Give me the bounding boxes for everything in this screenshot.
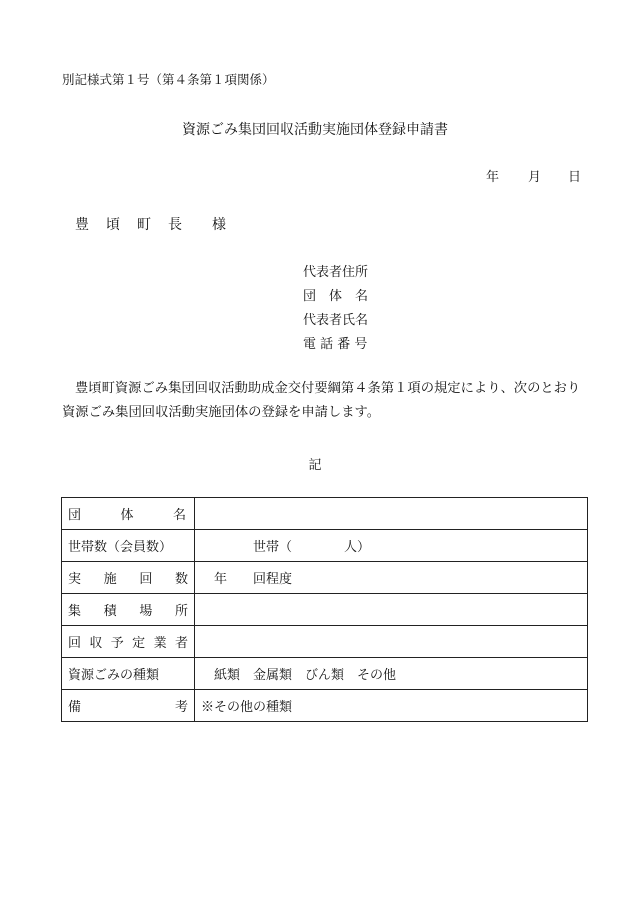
label-char: 実 [68,572,82,587]
label-char: 場 [139,604,153,619]
label-char: 所 [174,604,188,619]
row-label-remarks [62,690,195,722]
table-row [62,658,588,690]
addressee-char: 町 [137,217,151,233]
label-char: 数 [174,572,188,587]
addressee-char: 頃 [106,217,120,233]
table-row [62,594,588,626]
label-char: 予 [110,636,124,651]
label-char: 備 [68,700,82,715]
date-month-label: 月 [528,170,542,185]
row-label-group-name [62,498,195,530]
households-value[interactable]: 世帯（ 人） [195,530,588,562]
document-title: 資源ごみ集団回収活動実施団体登録申請書 [182,122,448,138]
table-row [62,562,588,594]
label-char: 団 [68,508,82,523]
label-char: 施 [103,572,117,587]
applicant-group-name-label: 団 体 名 [303,289,369,304]
waste-types-value[interactable]: 紙類 金属類 びん類 その他 [195,658,588,690]
row-label-frequency [62,562,195,594]
table-row [62,530,588,562]
label-char: 者 [174,636,188,651]
addressee [75,214,226,234]
row-label-waste-types: 資源ごみの種類 [62,658,195,690]
date-day-label: 日 [568,170,582,185]
table-row [62,498,588,530]
label-char: 体 [120,508,134,523]
label-char: 集 [68,604,82,619]
label-char: 積 [103,604,117,619]
form-number: 別記様式第１号（第４条第１項関係） [62,72,275,87]
frequency-value[interactable]: 年 回程度 [195,562,588,594]
addressee-char: 豊 [75,217,89,233]
group-name-value[interactable] [195,498,588,530]
label-char: 回 [139,572,153,587]
table-row [62,626,588,658]
registration-table [61,497,588,722]
label-char: 収 [89,636,103,651]
applicant-phone-label: 電 話 番 号 [303,337,368,352]
applicant-name-label: 代表者氏名 [303,313,369,328]
label-char: 業 [153,636,167,651]
row-label-collection-site [62,594,195,626]
label-char: 回 [68,636,82,651]
addressee-char: 長 [168,217,182,233]
date-year-label: 年 [486,170,500,185]
row-label-collector [62,626,195,658]
request-paragraph: 豊頃町資源ごみ集団回収活動助成金交付要綱第４条第１項の規定により、次のとおり資源ごみ集団回収活動実施団体の登録を申請します。 [62,381,581,420]
table-row [62,690,588,722]
remarks-value[interactable]: ※その他の種類 [195,690,588,722]
collector-value[interactable] [195,626,588,658]
row-label-households: 世帯数（会員数） [62,530,195,562]
label-char: 考 [174,700,188,715]
label-char: 名 [172,508,186,523]
label-char: 定 [132,636,146,651]
applicant-address-label: 代表者住所 [303,265,369,280]
ki-heading: 記 [308,458,322,473]
addressee-honorific: 様 [212,217,226,233]
collection-site-value[interactable] [195,594,588,626]
